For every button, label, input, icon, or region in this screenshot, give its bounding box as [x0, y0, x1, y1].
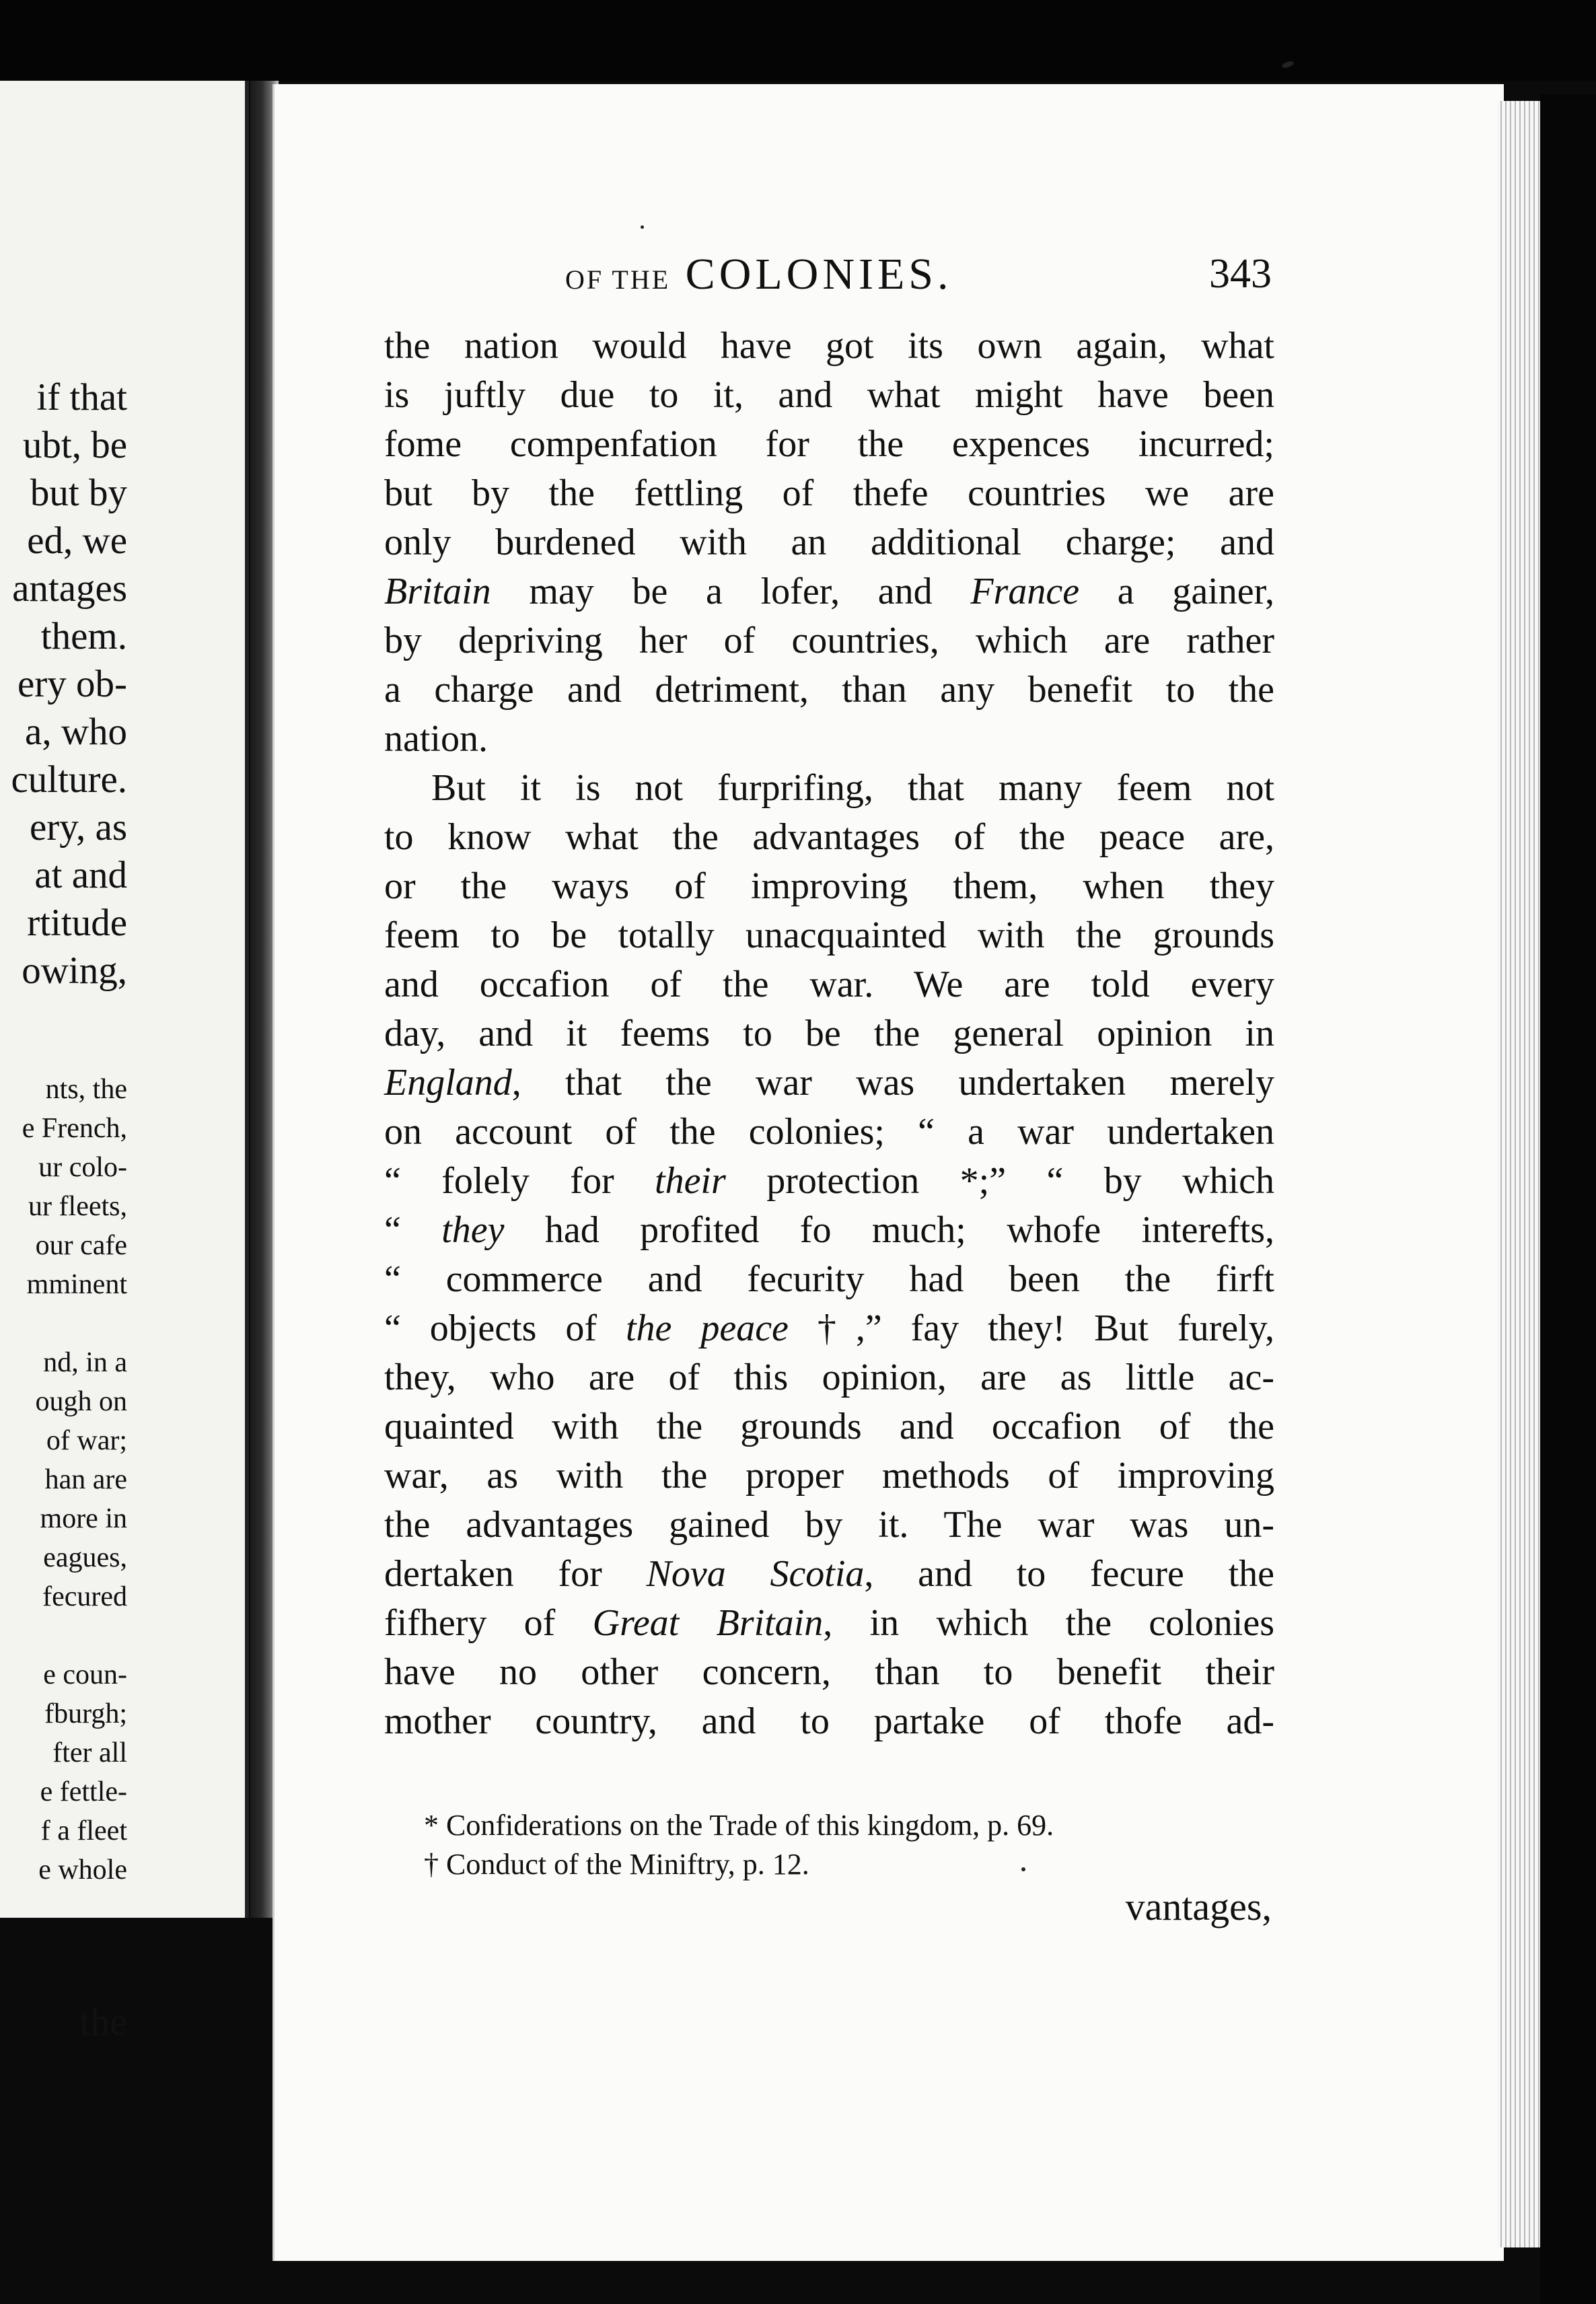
facing-line: owing, — [22, 949, 127, 992]
text-line: on account of the colonies; “ a war undertaken — [384, 1111, 1274, 1153]
text-line: a charge and detriment, than any benefit to the — [384, 669, 1274, 711]
facing-note-line: eagues, — [43, 1542, 127, 1573]
facing-page-footnotes — [0, 1070, 127, 1889]
running-title-prefix: OF THE — [565, 264, 671, 295]
text-line: fome compenfation for the expences incurred; — [384, 423, 1274, 465]
text-line: “ commerce and fecurity had been the firft — [384, 1258, 1274, 1300]
facing-line: ery, as — [29, 806, 127, 849]
facing-note-line: of war; — [46, 1425, 127, 1456]
page-edge-stack — [1497, 101, 1540, 2247]
running-title — [565, 249, 953, 300]
text-line: or the ways of improving them, when they — [384, 865, 1274, 907]
body-text — [384, 322, 1274, 1746]
facing-page-body — [0, 373, 127, 995]
facing-line: rtitude — [27, 902, 127, 944]
facing-line: ubt, be — [22, 424, 127, 466]
text-line: fifhery of Great Britain, in which the colonies — [384, 1602, 1275, 1644]
page-number: 343 — [1209, 251, 1272, 297]
facing-line: if that — [36, 376, 127, 419]
scan-speck — [641, 225, 644, 229]
footnote-2: † Conduct of the Miniftry, p. 12. — [424, 1848, 809, 1881]
facing-note-line: f a fleet — [40, 1815, 127, 1846]
facing-note-line: ur colo- — [38, 1152, 127, 1183]
facing-line: a, who — [25, 711, 127, 753]
text-line: mother country, and to partake of thofe ad- — [384, 1700, 1274, 1742]
facing-note-line: ur fleets, — [28, 1191, 127, 1222]
facing-line: antages — [12, 567, 127, 610]
facing-note-line: our cafe — [35, 1230, 127, 1261]
text-line: dertaken for Nova Scotia, and to fecure the — [384, 1553, 1274, 1595]
text-line: But it is not furprifing, that many feem not — [431, 767, 1274, 809]
text-line: to know what the advantages of the peace are, — [384, 816, 1274, 858]
text-line: the nation would have got its own again, what — [384, 325, 1274, 367]
text-line: by depriving her of countries, which are rather — [384, 620, 1274, 661]
facing-note-line: ough on — [35, 1386, 127, 1417]
right-dark-border — [1540, 94, 1596, 2304]
facing-note-line: e whole — [38, 1855, 127, 1885]
scan-speck — [1021, 1867, 1025, 1871]
text-line: “ they had profited fo much; whofe interefts, — [384, 1209, 1275, 1251]
running-title-main: COLONIES. — [685, 250, 953, 299]
facing-note-line: fter all — [52, 1737, 127, 1768]
footnote-1: * Confiderations on the Trade of this kingdom, p. 69. — [424, 1809, 1054, 1842]
facing-page-catchword: the — [79, 2000, 127, 2044]
facing-note-line: e fettle- — [40, 1776, 127, 1807]
text-line: Britain may be a lofer, and France a gainer, — [384, 571, 1274, 612]
text-line: but by the fettling of thefe countries we are — [384, 472, 1274, 514]
footnotes — [424, 1806, 1265, 1884]
facing-page — [0, 81, 249, 2044]
text-line: “ folely for their protection *;” “ by which — [384, 1160, 1274, 1202]
text-line: war, as with the proper methods of improving — [384, 1455, 1274, 1497]
text-line: have no other concern, than to benefit their — [384, 1651, 1274, 1693]
text-line: nation. — [384, 718, 488, 760]
facing-note-line: more in — [40, 1503, 127, 1534]
text-line: is juftly due to it, and what might have been — [384, 374, 1274, 416]
text-line: quainted with the grounds and occafion of the — [384, 1406, 1274, 1447]
facing-note-line: fecured — [42, 1581, 127, 1612]
text-line: England, that the war was undertaken merely — [384, 1062, 1274, 1104]
facing-note-line: e coun- — [43, 1659, 127, 1690]
text-line: and occafion of the war. We are told every — [384, 964, 1274, 1005]
facing-line: ed, we — [27, 519, 127, 562]
running-head — [552, 242, 1278, 316]
catchword: vantages, — [1125, 1885, 1272, 1929]
facing-note-line: nts, the — [45, 1074, 127, 1105]
dark-scan-border — [0, 0, 1596, 81]
facing-line: ery ob- — [17, 663, 127, 705]
text-line: they, who are of this opinion, are as little ac- — [384, 1357, 1274, 1398]
text-line: the advantages gained by it. The war was un- — [384, 1504, 1274, 1546]
text-line: only burdened with an additional charge; and — [384, 521, 1274, 563]
facing-note-line: nd, in a — [43, 1347, 127, 1378]
facing-line: culture. — [11, 758, 127, 801]
text-line: day, and it feems to be the general opinion in — [384, 1013, 1274, 1054]
facing-note-line: mminent — [26, 1269, 127, 1300]
facing-line: at and — [34, 854, 127, 896]
facing-note-line: han are — [44, 1464, 127, 1495]
facing-line: but by — [30, 472, 127, 514]
facing-note-line: e French, — [22, 1113, 127, 1144]
text-line: feem to be totally unacquainted with the grounds — [384, 914, 1274, 956]
facing-note-line — [0, 1616, 127, 1655]
facing-note-line — [0, 1304, 127, 1343]
facing-note-line: fburgh; — [44, 1698, 127, 1729]
facing-line: them. — [40, 615, 127, 657]
text-line: “ objects of the peace †,” fay they! But furely, — [384, 1307, 1275, 1349]
